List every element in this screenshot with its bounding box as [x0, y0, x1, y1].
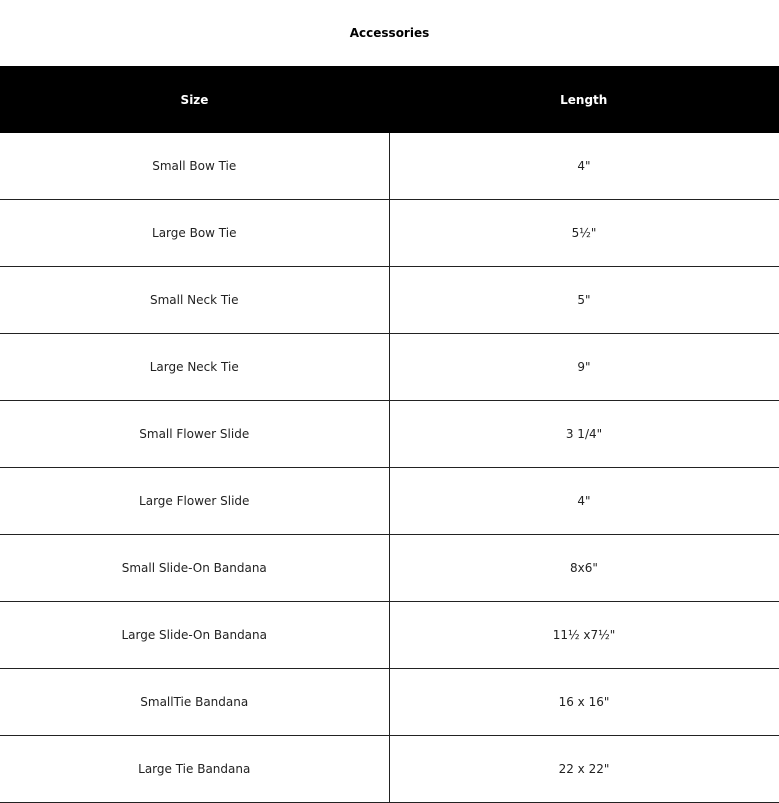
length-cell: 11½ x7½" [389, 602, 779, 669]
table-body [0, 133, 779, 803]
length-cell: 3 1/4" [389, 401, 779, 468]
table-row [0, 669, 779, 736]
size-cell: Large Flower Slide [0, 468, 389, 535]
size-cell: Large Neck Tie [0, 334, 389, 401]
length-cell: 5½" [389, 200, 779, 267]
table-row [0, 736, 779, 803]
table-row [0, 602, 779, 669]
size-cell: Small Bow Tie [0, 133, 389, 200]
length-cell: 4" [389, 133, 779, 200]
size-cell: Small Flower Slide [0, 401, 389, 468]
table-header [0, 66, 779, 133]
header-row [0, 66, 779, 133]
table-title: Accessories [349, 26, 430, 40]
column-header-size: Size [0, 66, 389, 133]
table-row [0, 468, 779, 535]
size-cell: Large Bow Tie [0, 200, 389, 267]
size-cell: Small Slide-On Bandana [0, 535, 389, 602]
size-chart-table [0, 66, 779, 803]
length-cell: 22 x 22" [389, 736, 779, 803]
size-cell: Large Tie Bandana [0, 736, 389, 803]
table-row [0, 133, 779, 200]
length-cell: 4" [389, 468, 779, 535]
table-row [0, 200, 779, 267]
table-row [0, 334, 779, 401]
length-cell: 8x6" [389, 535, 779, 602]
length-cell: 9" [389, 334, 779, 401]
column-header-length: Length [389, 66, 779, 133]
table-row [0, 267, 779, 334]
size-cell: SmallTie Bandana [0, 669, 389, 736]
table-row [0, 401, 779, 468]
length-cell: 16 x 16" [389, 669, 779, 736]
length-cell: 5" [389, 267, 779, 334]
size-cell: Large Slide-On Bandana [0, 602, 389, 669]
table-row [0, 535, 779, 602]
size-cell: Small Neck Tie [0, 267, 389, 334]
